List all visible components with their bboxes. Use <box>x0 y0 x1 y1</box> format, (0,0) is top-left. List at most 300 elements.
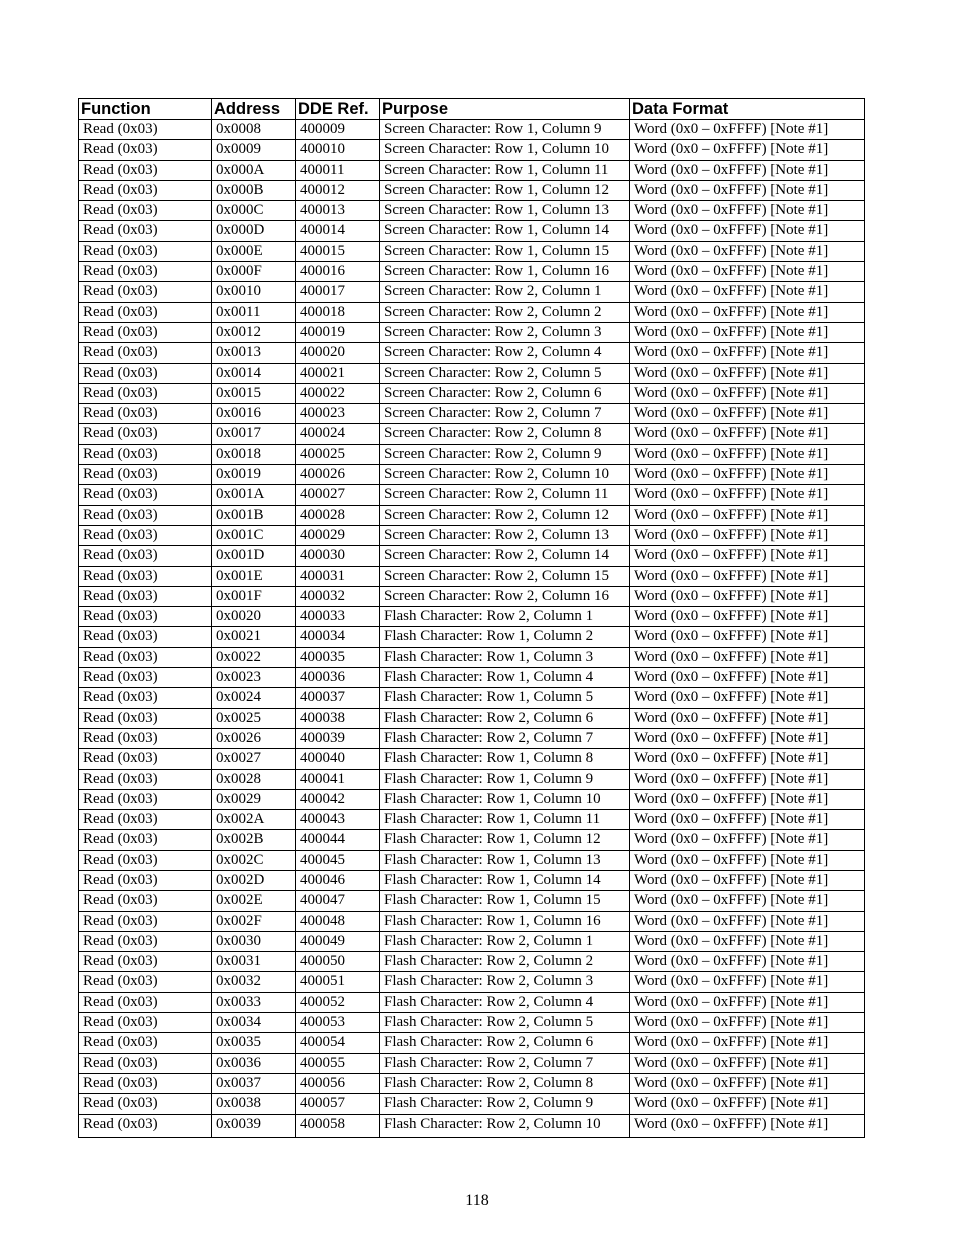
header-function: Function <box>79 99 212 120</box>
cell-address: 0x000C <box>212 201 296 221</box>
cell-data-format: Word (0x0 – 0xFFFF) [Note #1] <box>630 586 865 606</box>
table-row <box>79 120 865 140</box>
cell-purpose: Flash Character: Row 1, Column 15 <box>380 891 630 911</box>
cell-dde-ref: 400037 <box>296 688 380 708</box>
table-row <box>79 140 865 160</box>
cell-address: 0x0023 <box>212 668 296 688</box>
cell-dde-ref: 400051 <box>296 972 380 992</box>
cell-address: 0x000B <box>212 180 296 200</box>
cell-data-format: Word (0x0 – 0xFFFF) [Note #1] <box>630 546 865 566</box>
register-table <box>78 98 865 1138</box>
cell-function: Read (0x03) <box>79 891 212 911</box>
table-row <box>79 424 865 444</box>
cell-data-format: Word (0x0 – 0xFFFF) [Note #1] <box>630 850 865 870</box>
cell-dde-ref: 400012 <box>296 180 380 200</box>
cell-purpose: Flash Character: Row 2, Column 2 <box>380 952 630 972</box>
cell-address: 0x000A <box>212 160 296 180</box>
cell-function: Read (0x03) <box>79 160 212 180</box>
cell-function: Read (0x03) <box>79 404 212 424</box>
cell-data-format: Word (0x0 – 0xFFFF) [Note #1] <box>630 343 865 363</box>
table-row <box>79 992 865 1012</box>
cell-purpose: Flash Character: Row 1, Column 11 <box>380 810 630 830</box>
cell-function: Read (0x03) <box>79 992 212 1012</box>
cell-purpose: Flash Character: Row 1, Column 3 <box>380 647 630 667</box>
cell-function: Read (0x03) <box>79 525 212 545</box>
table-row <box>79 343 865 363</box>
cell-dde-ref: 400039 <box>296 728 380 748</box>
cell-data-format: Word (0x0 – 0xFFFF) [Note #1] <box>630 1114 865 1137</box>
cell-function: Read (0x03) <box>79 221 212 241</box>
cell-dde-ref: 400011 <box>296 160 380 180</box>
header-address: Address <box>212 99 296 120</box>
cell-purpose: Screen Character: Row 2, Column 6 <box>380 383 630 403</box>
table-row <box>79 769 865 789</box>
cell-data-format: Word (0x0 – 0xFFFF) [Note #1] <box>630 1094 865 1114</box>
cell-function: Read (0x03) <box>79 343 212 363</box>
cell-address: 0x0021 <box>212 627 296 647</box>
cell-address: 0x0031 <box>212 952 296 972</box>
cell-address: 0x0009 <box>212 140 296 160</box>
cell-dde-ref: 400043 <box>296 810 380 830</box>
table-row <box>79 586 865 606</box>
cell-data-format: Word (0x0 – 0xFFFF) [Note #1] <box>630 383 865 403</box>
cell-dde-ref: 400033 <box>296 607 380 627</box>
cell-data-format: Word (0x0 – 0xFFFF) [Note #1] <box>630 221 865 241</box>
cell-dde-ref: 400035 <box>296 647 380 667</box>
cell-function: Read (0x03) <box>79 1033 212 1053</box>
cell-purpose: Flash Character: Row 1, Column 12 <box>380 830 630 850</box>
cell-function: Read (0x03) <box>79 1013 212 1033</box>
cell-function: Read (0x03) <box>79 201 212 221</box>
cell-dde-ref: 400042 <box>296 789 380 809</box>
cell-purpose: Screen Character: Row 2, Column 13 <box>380 525 630 545</box>
cell-data-format: Word (0x0 – 0xFFFF) [Note #1] <box>630 120 865 140</box>
table-row <box>79 485 865 505</box>
cell-dde-ref: 400022 <box>296 383 380 403</box>
cell-function: Read (0x03) <box>79 708 212 728</box>
table-row <box>79 749 865 769</box>
cell-purpose: Flash Character: Row 2, Column 4 <box>380 992 630 1012</box>
cell-function: Read (0x03) <box>79 465 212 485</box>
table-row <box>79 1073 865 1093</box>
cell-data-format: Word (0x0 – 0xFFFF) [Note #1] <box>630 749 865 769</box>
cell-address: 0x0022 <box>212 647 296 667</box>
cell-dde-ref: 400013 <box>296 201 380 221</box>
cell-data-format: Word (0x0 – 0xFFFF) [Note #1] <box>630 830 865 850</box>
cell-function: Read (0x03) <box>79 383 212 403</box>
cell-function: Read (0x03) <box>79 972 212 992</box>
cell-address: 0x0019 <box>212 465 296 485</box>
cell-address: 0x001B <box>212 505 296 525</box>
table-row <box>79 1094 865 1114</box>
cell-address: 0x0013 <box>212 343 296 363</box>
cell-data-format: Word (0x0 – 0xFFFF) [Note #1] <box>630 708 865 728</box>
table-row <box>79 688 865 708</box>
cell-purpose: Flash Character: Row 1, Column 2 <box>380 627 630 647</box>
cell-purpose: Screen Character: Row 1, Column 12 <box>380 180 630 200</box>
cell-data-format: Word (0x0 – 0xFFFF) [Note #1] <box>630 992 865 1012</box>
cell-purpose: Flash Character: Row 2, Column 3 <box>380 972 630 992</box>
cell-purpose: Flash Character: Row 2, Column 6 <box>380 708 630 728</box>
cell-purpose: Screen Character: Row 1, Column 16 <box>380 262 630 282</box>
cell-purpose: Screen Character: Row 1, Column 10 <box>380 140 630 160</box>
cell-function: Read (0x03) <box>79 627 212 647</box>
cell-dde-ref: 400029 <box>296 525 380 545</box>
cell-purpose: Flash Character: Row 2, Column 1 <box>380 931 630 951</box>
cell-purpose: Screen Character: Row 2, Column 10 <box>380 465 630 485</box>
cell-data-format: Word (0x0 – 0xFFFF) [Note #1] <box>630 404 865 424</box>
cell-purpose: Flash Character: Row 1, Column 5 <box>380 688 630 708</box>
cell-purpose: Screen Character: Row 2, Column 8 <box>380 424 630 444</box>
cell-purpose: Screen Character: Row 2, Column 3 <box>380 322 630 342</box>
table-row <box>79 322 865 342</box>
cell-dde-ref: 400015 <box>296 241 380 261</box>
table-row <box>79 1114 865 1137</box>
cell-address: 0x0018 <box>212 444 296 464</box>
cell-data-format: Word (0x0 – 0xFFFF) [Note #1] <box>630 627 865 647</box>
cell-data-format: Word (0x0 – 0xFFFF) [Note #1] <box>630 1013 865 1033</box>
cell-purpose: Flash Character: Row 2, Column 7 <box>380 1053 630 1073</box>
cell-data-format: Word (0x0 – 0xFFFF) [Note #1] <box>630 465 865 485</box>
table-row <box>79 262 865 282</box>
cell-dde-ref: 400047 <box>296 891 380 911</box>
cell-address: 0x000E <box>212 241 296 261</box>
cell-data-format: Word (0x0 – 0xFFFF) [Note #1] <box>630 322 865 342</box>
table-row <box>79 160 865 180</box>
cell-data-format: Word (0x0 – 0xFFFF) [Note #1] <box>630 505 865 525</box>
table-row <box>79 972 865 992</box>
cell-address: 0x002D <box>212 870 296 890</box>
cell-data-format: Word (0x0 – 0xFFFF) [Note #1] <box>630 160 865 180</box>
cell-address: 0x002A <box>212 810 296 830</box>
cell-function: Read (0x03) <box>79 728 212 748</box>
cell-function: Read (0x03) <box>79 952 212 972</box>
cell-data-format: Word (0x0 – 0xFFFF) [Note #1] <box>630 525 865 545</box>
cell-function: Read (0x03) <box>79 911 212 931</box>
cell-data-format: Word (0x0 – 0xFFFF) [Note #1] <box>630 1073 865 1093</box>
header-data-format: Data Format <box>630 99 865 120</box>
cell-dde-ref: 400023 <box>296 404 380 424</box>
cell-dde-ref: 400034 <box>296 627 380 647</box>
table-row <box>79 708 865 728</box>
cell-dde-ref: 400057 <box>296 1094 380 1114</box>
table-row <box>79 789 865 809</box>
cell-dde-ref: 400021 <box>296 363 380 383</box>
table-row <box>79 911 865 931</box>
cell-purpose: Screen Character: Row 1, Column 13 <box>380 201 630 221</box>
page-number: 118 <box>465 1192 489 1209</box>
cell-function: Read (0x03) <box>79 769 212 789</box>
cell-data-format: Word (0x0 – 0xFFFF) [Note #1] <box>630 668 865 688</box>
cell-data-format: Word (0x0 – 0xFFFF) [Note #1] <box>630 789 865 809</box>
cell-function: Read (0x03) <box>79 262 212 282</box>
header-dde-ref: DDE Ref. <box>296 99 380 120</box>
table-row <box>79 931 865 951</box>
table-row <box>79 1033 865 1053</box>
table-row <box>79 810 865 830</box>
cell-data-format: Word (0x0 – 0xFFFF) [Note #1] <box>630 140 865 160</box>
cell-data-format: Word (0x0 – 0xFFFF) [Note #1] <box>630 728 865 748</box>
cell-function: Read (0x03) <box>79 485 212 505</box>
cell-purpose: Flash Character: Row 1, Column 8 <box>380 749 630 769</box>
cell-address: 0x0029 <box>212 789 296 809</box>
cell-dde-ref: 400052 <box>296 992 380 1012</box>
cell-function: Read (0x03) <box>79 180 212 200</box>
cell-purpose: Screen Character: Row 2, Column 16 <box>380 586 630 606</box>
cell-purpose: Flash Character: Row 1, Column 16 <box>380 911 630 931</box>
cell-dde-ref: 400038 <box>296 708 380 728</box>
cell-dde-ref: 400025 <box>296 444 380 464</box>
cell-dde-ref: 400046 <box>296 870 380 890</box>
cell-function: Read (0x03) <box>79 140 212 160</box>
cell-address: 0x0014 <box>212 363 296 383</box>
cell-purpose: Flash Character: Row 2, Column 8 <box>380 1073 630 1093</box>
table-row <box>79 647 865 667</box>
header-purpose: Purpose <box>380 99 630 120</box>
cell-purpose: Flash Character: Row 1, Column 4 <box>380 668 630 688</box>
cell-dde-ref: 400056 <box>296 1073 380 1093</box>
table-row <box>79 607 865 627</box>
table-row <box>79 444 865 464</box>
cell-function: Read (0x03) <box>79 363 212 383</box>
cell-purpose: Flash Character: Row 2, Column 7 <box>380 728 630 748</box>
cell-dde-ref: 400014 <box>296 221 380 241</box>
cell-address: 0x0032 <box>212 972 296 992</box>
cell-address: 0x0015 <box>212 383 296 403</box>
cell-dde-ref: 400044 <box>296 830 380 850</box>
cell-dde-ref: 400055 <box>296 1053 380 1073</box>
cell-function: Read (0x03) <box>79 850 212 870</box>
cell-address: 0x0035 <box>212 1033 296 1053</box>
cell-dde-ref: 400009 <box>296 120 380 140</box>
table-row <box>79 1053 865 1073</box>
table-row <box>79 566 865 586</box>
cell-dde-ref: 400032 <box>296 586 380 606</box>
cell-function: Read (0x03) <box>79 1114 212 1137</box>
cell-purpose: Screen Character: Row 2, Column 9 <box>380 444 630 464</box>
cell-function: Read (0x03) <box>79 302 212 322</box>
table-row <box>79 830 865 850</box>
cell-data-format: Word (0x0 – 0xFFFF) [Note #1] <box>630 302 865 322</box>
cell-purpose: Screen Character: Row 2, Column 1 <box>380 282 630 302</box>
cell-address: 0x000D <box>212 221 296 241</box>
cell-function: Read (0x03) <box>79 505 212 525</box>
cell-function: Read (0x03) <box>79 120 212 140</box>
cell-address: 0x0034 <box>212 1013 296 1033</box>
table-row <box>79 282 865 302</box>
table-body <box>79 120 865 1138</box>
cell-address: 0x001E <box>212 566 296 586</box>
cell-function: Read (0x03) <box>79 322 212 342</box>
cell-data-format: Word (0x0 – 0xFFFF) [Note #1] <box>630 870 865 890</box>
cell-purpose: Flash Character: Row 1, Column 9 <box>380 769 630 789</box>
table-row <box>79 221 865 241</box>
cell-address: 0x002E <box>212 891 296 911</box>
table-row <box>79 201 865 221</box>
cell-purpose: Flash Character: Row 1, Column 14 <box>380 870 630 890</box>
cell-purpose: Flash Character: Row 2, Column 5 <box>380 1013 630 1033</box>
cell-address: 0x000F <box>212 262 296 282</box>
table-row <box>79 465 865 485</box>
cell-data-format: Word (0x0 – 0xFFFF) [Note #1] <box>630 241 865 261</box>
table-row <box>79 728 865 748</box>
table-row <box>79 952 865 972</box>
cell-address: 0x0010 <box>212 282 296 302</box>
cell-purpose: Flash Character: Row 2, Column 10 <box>380 1114 630 1137</box>
table-row <box>79 1013 865 1033</box>
cell-data-format: Word (0x0 – 0xFFFF) [Note #1] <box>630 647 865 667</box>
cell-function: Read (0x03) <box>79 241 212 261</box>
table-row <box>79 546 865 566</box>
cell-address: 0x0011 <box>212 302 296 322</box>
cell-function: Read (0x03) <box>79 566 212 586</box>
cell-address: 0x0028 <box>212 769 296 789</box>
cell-dde-ref: 400027 <box>296 485 380 505</box>
table-row <box>79 302 865 322</box>
table-row <box>79 891 865 911</box>
cell-dde-ref: 400018 <box>296 302 380 322</box>
cell-function: Read (0x03) <box>79 830 212 850</box>
cell-function: Read (0x03) <box>79 870 212 890</box>
table-row <box>79 363 865 383</box>
cell-function: Read (0x03) <box>79 931 212 951</box>
cell-dde-ref: 400026 <box>296 465 380 485</box>
cell-purpose: Screen Character: Row 1, Column 15 <box>380 241 630 261</box>
cell-address: 0x0027 <box>212 749 296 769</box>
table-row <box>79 404 865 424</box>
cell-dde-ref: 400049 <box>296 931 380 951</box>
cell-address: 0x0036 <box>212 1053 296 1073</box>
cell-address: 0x002C <box>212 850 296 870</box>
cell-function: Read (0x03) <box>79 789 212 809</box>
cell-data-format: Word (0x0 – 0xFFFF) [Note #1] <box>630 180 865 200</box>
cell-data-format: Word (0x0 – 0xFFFF) [Note #1] <box>630 607 865 627</box>
cell-address: 0x001C <box>212 525 296 545</box>
cell-function: Read (0x03) <box>79 282 212 302</box>
cell-address: 0x0033 <box>212 992 296 1012</box>
cell-dde-ref: 400010 <box>296 140 380 160</box>
cell-function: Read (0x03) <box>79 586 212 606</box>
cell-data-format: Word (0x0 – 0xFFFF) [Note #1] <box>630 688 865 708</box>
cell-data-format: Word (0x0 – 0xFFFF) [Note #1] <box>630 485 865 505</box>
cell-dde-ref: 400024 <box>296 424 380 444</box>
cell-purpose: Flash Character: Row 2, Column 9 <box>380 1094 630 1114</box>
cell-function: Read (0x03) <box>79 444 212 464</box>
cell-function: Read (0x03) <box>79 424 212 444</box>
cell-address: 0x0038 <box>212 1094 296 1114</box>
cell-function: Read (0x03) <box>79 546 212 566</box>
table-row <box>79 850 865 870</box>
cell-data-format: Word (0x0 – 0xFFFF) [Note #1] <box>630 566 865 586</box>
cell-purpose: Screen Character: Row 2, Column 15 <box>380 566 630 586</box>
cell-address: 0x0037 <box>212 1073 296 1093</box>
cell-address: 0x0026 <box>212 728 296 748</box>
cell-data-format: Word (0x0 – 0xFFFF) [Note #1] <box>630 972 865 992</box>
cell-dde-ref: 400020 <box>296 343 380 363</box>
cell-data-format: Word (0x0 – 0xFFFF) [Note #1] <box>630 911 865 931</box>
cell-dde-ref: 400016 <box>296 262 380 282</box>
cell-dde-ref: 400058 <box>296 1114 380 1137</box>
cell-data-format: Word (0x0 – 0xFFFF) [Note #1] <box>630 282 865 302</box>
cell-dde-ref: 400045 <box>296 850 380 870</box>
cell-purpose: Screen Character: Row 2, Column 2 <box>380 302 630 322</box>
cell-address: 0x002B <box>212 830 296 850</box>
cell-purpose: Flash Character: Row 2, Column 1 <box>380 607 630 627</box>
cell-address: 0x0008 <box>212 120 296 140</box>
cell-data-format: Word (0x0 – 0xFFFF) [Note #1] <box>630 424 865 444</box>
cell-dde-ref: 400030 <box>296 546 380 566</box>
cell-data-format: Word (0x0 – 0xFFFF) [Note #1] <box>630 201 865 221</box>
cell-function: Read (0x03) <box>79 668 212 688</box>
cell-purpose: Screen Character: Row 2, Column 7 <box>380 404 630 424</box>
cell-function: Read (0x03) <box>79 1094 212 1114</box>
cell-data-format: Word (0x0 – 0xFFFF) [Note #1] <box>630 891 865 911</box>
cell-function: Read (0x03) <box>79 647 212 667</box>
cell-dde-ref: 400036 <box>296 668 380 688</box>
cell-address: 0x001F <box>212 586 296 606</box>
cell-address: 0x0030 <box>212 931 296 951</box>
cell-dde-ref: 400054 <box>296 1033 380 1053</box>
table-row <box>79 241 865 261</box>
table-header-row <box>79 99 865 120</box>
cell-address: 0x0016 <box>212 404 296 424</box>
cell-dde-ref: 400053 <box>296 1013 380 1033</box>
cell-dde-ref: 400048 <box>296 911 380 931</box>
cell-purpose: Screen Character: Row 1, Column 11 <box>380 160 630 180</box>
cell-address: 0x0025 <box>212 708 296 728</box>
cell-data-format: Word (0x0 – 0xFFFF) [Note #1] <box>630 769 865 789</box>
cell-dde-ref: 400028 <box>296 505 380 525</box>
cell-data-format: Word (0x0 – 0xFFFF) [Note #1] <box>630 1033 865 1053</box>
cell-address: 0x001D <box>212 546 296 566</box>
cell-address: 0x0039 <box>212 1114 296 1137</box>
cell-address: 0x0017 <box>212 424 296 444</box>
cell-purpose: Screen Character: Row 1, Column 9 <box>380 120 630 140</box>
cell-purpose: Flash Character: Row 2, Column 6 <box>380 1033 630 1053</box>
cell-data-format: Word (0x0 – 0xFFFF) [Note #1] <box>630 931 865 951</box>
cell-data-format: Word (0x0 – 0xFFFF) [Note #1] <box>630 810 865 830</box>
cell-function: Read (0x03) <box>79 1053 212 1073</box>
cell-data-format: Word (0x0 – 0xFFFF) [Note #1] <box>630 444 865 464</box>
cell-purpose: Screen Character: Row 2, Column 12 <box>380 505 630 525</box>
cell-purpose: Screen Character: Row 2, Column 4 <box>380 343 630 363</box>
table-row <box>79 383 865 403</box>
cell-address: 0x0012 <box>212 322 296 342</box>
cell-address: 0x0020 <box>212 607 296 627</box>
cell-purpose: Flash Character: Row 1, Column 13 <box>380 850 630 870</box>
cell-dde-ref: 400040 <box>296 749 380 769</box>
cell-dde-ref: 400050 <box>296 952 380 972</box>
cell-purpose: Screen Character: Row 2, Column 5 <box>380 363 630 383</box>
cell-data-format: Word (0x0 – 0xFFFF) [Note #1] <box>630 363 865 383</box>
table-row <box>79 525 865 545</box>
cell-function: Read (0x03) <box>79 749 212 769</box>
table-row <box>79 870 865 890</box>
cell-data-format: Word (0x0 – 0xFFFF) [Note #1] <box>630 952 865 972</box>
cell-purpose: Flash Character: Row 1, Column 10 <box>380 789 630 809</box>
cell-purpose: Screen Character: Row 1, Column 14 <box>380 221 630 241</box>
cell-data-format: Word (0x0 – 0xFFFF) [Note #1] <box>630 262 865 282</box>
table-row <box>79 180 865 200</box>
table-row <box>79 668 865 688</box>
cell-function: Read (0x03) <box>79 810 212 830</box>
cell-dde-ref: 400017 <box>296 282 380 302</box>
cell-data-format: Word (0x0 – 0xFFFF) [Note #1] <box>630 1053 865 1073</box>
cell-address: 0x001A <box>212 485 296 505</box>
cell-function: Read (0x03) <box>79 688 212 708</box>
cell-dde-ref: 400041 <box>296 769 380 789</box>
cell-function: Read (0x03) <box>79 607 212 627</box>
